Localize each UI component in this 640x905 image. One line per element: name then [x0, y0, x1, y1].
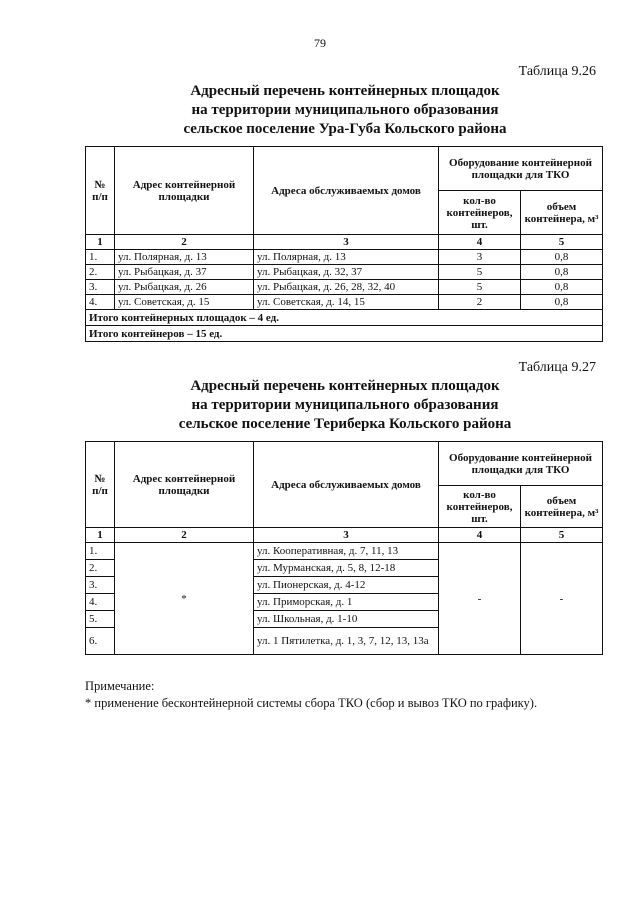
title-line: Адресный перечень контейнерных площадок	[190, 378, 500, 394]
table-row	[86, 543, 603, 560]
row-houses: ул. Приморская, д. 1	[254, 594, 439, 611]
header-equipment: Оборудование контейнерной площадки для ТКО	[439, 442, 603, 486]
column-number: 4	[439, 528, 521, 543]
title-line: Адресный перечень контейнерных площадок	[190, 83, 500, 99]
row-houses: ул. Рыбацкая, д. 32, 37	[254, 265, 439, 280]
header-num: № п/п	[86, 442, 115, 528]
row-num: 2.	[86, 265, 115, 280]
table-9-27-label: Таблица 9.27	[518, 360, 596, 375]
column-number: 3	[254, 235, 439, 250]
merged-count: -	[439, 543, 521, 655]
column-number: 2	[115, 528, 254, 543]
column-number: 5	[521, 235, 603, 250]
row-count: 2	[439, 295, 521, 310]
row-houses: ул. Школьная, д. 1-10	[254, 611, 439, 628]
footnote-text: * применение бесконтейнерной системы сбора ТКО (сбор и вывоз ТКО по графику).	[85, 696, 538, 710]
column-number: 4	[439, 235, 521, 250]
row-address: ул. Рыбацкая, д. 26	[115, 280, 254, 295]
table-9-26	[85, 146, 603, 342]
row-num: 4.	[86, 295, 115, 310]
title-line: на территории муниципального образования	[191, 397, 499, 413]
column-number: 1	[86, 528, 115, 543]
row-houses: ул. Рыбацкая, д. 26, 28, 32, 40	[254, 280, 439, 295]
table-row	[86, 250, 603, 265]
table-row	[86, 280, 603, 295]
header-count: кол-во контейнеров, шт.	[439, 191, 521, 235]
row-address: ул. Полярная, д. 13	[115, 250, 254, 265]
title-line: сельское поселение Териберка Кольского района	[178, 416, 512, 432]
total-containers: Итого контейнеров – 15 ед.	[86, 326, 603, 342]
table-9-27	[85, 441, 603, 655]
table-row	[86, 265, 603, 280]
row-houses: ул. Полярная, д. 13	[254, 250, 439, 265]
title-line: сельское поселение Ура-Губа Кольского района	[183, 121, 507, 137]
table-9-26-label: Таблица 9.26	[518, 64, 596, 79]
row-num: 5.	[86, 611, 115, 628]
row-num: 1.	[86, 250, 115, 265]
merged-address: *	[115, 543, 254, 655]
row-num: 1.	[86, 543, 115, 560]
row-volume: 0,8	[521, 265, 603, 280]
header-count: кол-во контейнеров, шт.	[439, 486, 521, 528]
header-equipment: Оборудование контейнерной площадки для ТКО	[439, 147, 603, 191]
row-count: 3	[439, 250, 521, 265]
column-number: 5	[521, 528, 603, 543]
table-row	[86, 295, 603, 310]
row-houses: ул. Советская, д. 14, 15	[254, 295, 439, 310]
row-num: 6.	[86, 628, 115, 655]
row-num: 3.	[86, 577, 115, 594]
table-9-26-title	[0, 82, 640, 139]
row-houses: ул. 1 Пятилетка, д. 1, 3, 7, 12, 13, 13а	[254, 628, 439, 655]
row-num: 3.	[86, 280, 115, 295]
header-address: Адрес контейнерной площадки	[115, 147, 254, 235]
row-count: 5	[439, 280, 521, 295]
page-number: 79	[314, 36, 326, 50]
header-volume: объем контейнера, м³	[521, 191, 603, 235]
row-volume: 0,8	[521, 295, 603, 310]
header-houses: Адреса обслуживаемых домов	[254, 442, 439, 528]
header-address: Адрес контейнерной площадки	[115, 442, 254, 528]
header-num: № п/п	[86, 147, 115, 235]
table-9-27-title	[0, 377, 640, 434]
row-volume: 0,8	[521, 250, 603, 265]
row-num: 4.	[86, 594, 115, 611]
merged-volume: -	[521, 543, 603, 655]
row-houses: ул. Мурманская, д. 5, 8, 12-18	[254, 560, 439, 577]
row-address: ул. Советская, д. 15	[115, 295, 254, 310]
row-houses: ул. Пионерская, д. 4-12	[254, 577, 439, 594]
total-sites: Итого контейнерных площадок – 4 ед.	[86, 310, 603, 326]
row-num: 2.	[86, 560, 115, 577]
header-houses: Адреса обслуживаемых домов	[254, 147, 439, 235]
footnote-heading: Примечание:	[85, 679, 155, 693]
title-line: на территории муниципального образования	[191, 102, 499, 118]
row-volume: 0,8	[521, 280, 603, 295]
row-count: 5	[439, 265, 521, 280]
header-volume: объем контейнера, м³	[521, 486, 603, 528]
row-houses: ул. Кооперативная, д. 7, 11, 13	[254, 543, 439, 560]
footnote	[85, 678, 537, 712]
column-number: 1	[86, 235, 115, 250]
row-address: ул. Рыбацкая, д. 37	[115, 265, 254, 280]
column-number: 2	[115, 235, 254, 250]
column-number: 3	[254, 528, 439, 543]
